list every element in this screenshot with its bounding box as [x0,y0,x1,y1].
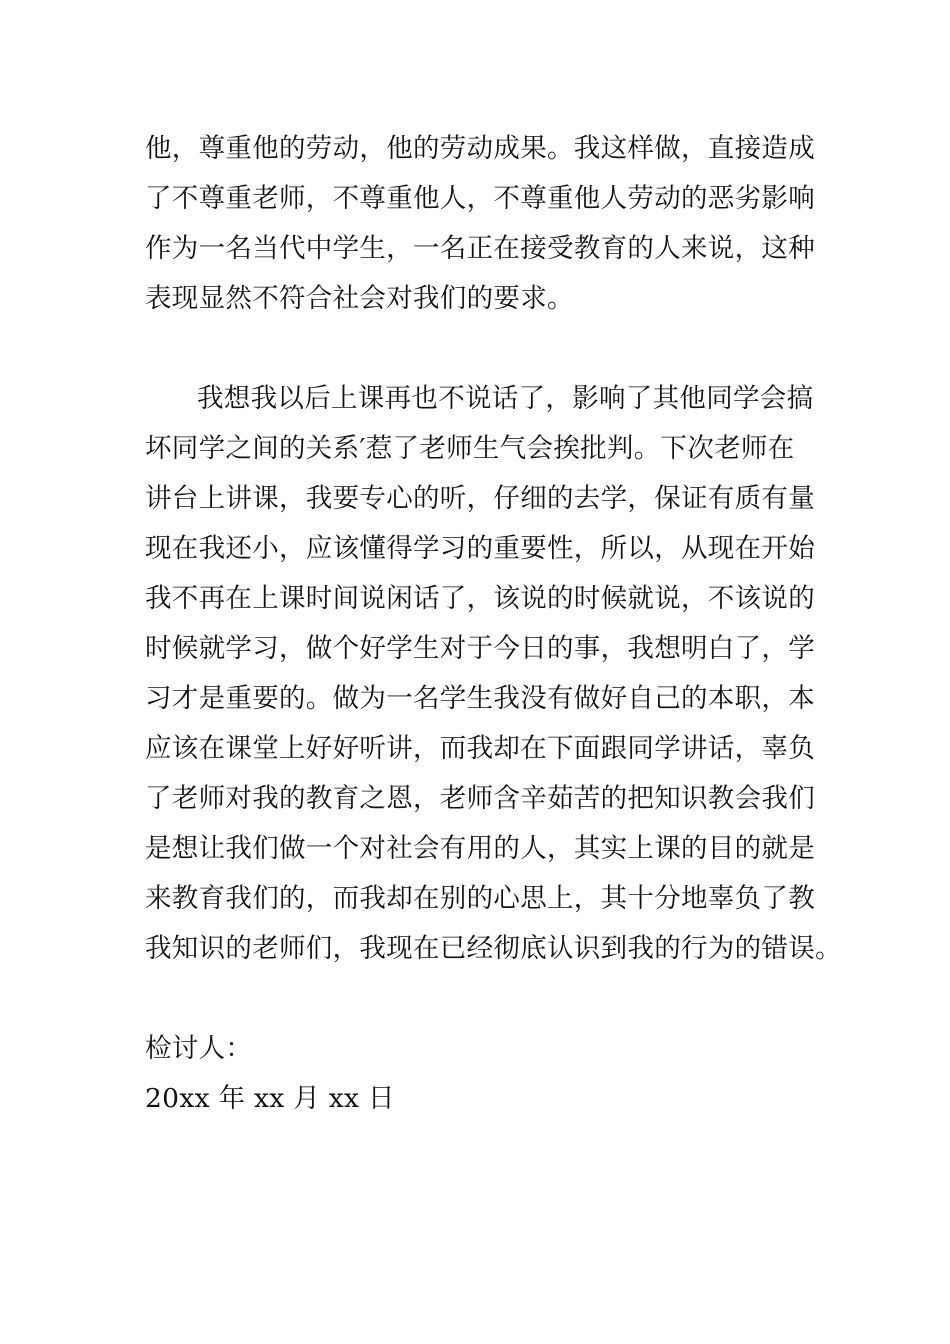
text-line: 我不再在上课时间说闲话了，该说的时候就说，不该说的 [145,583,815,614]
text-line: 他，尊重他的劳动，他的劳动成果。我这样做，直接造成 [145,133,815,164]
signature-date: 20xx 年 xx 月 xx 日 [145,1083,395,1114]
text-line: 时候就学习，做个好学生对于今日的事，我想明白了，学 [145,633,815,664]
text-line: 了老师对我的教育之恩，老师含辛茹苦的把知识教会我们 [145,783,815,814]
text-line: 坏同学之间的关系′惹了老师生气会挨批判。下次老师在 [145,433,795,464]
text-line: 来教育我们的，而我却在别的心思上，其十分地辜负了教 [145,883,815,914]
text-line: 作为一名当代中学生，一名正在接受教育的人来说，这种 [145,233,815,264]
text-line: 讲台上讲课，我要专心的听，仔细的去学，保证有质有量 [145,483,815,514]
text-line: 表现显然不符合社会对我们的要求。 [145,283,574,314]
signature-label: 检讨人： [145,1033,253,1064]
text-line: 了不尊重老师，不尊重他人，不尊重他人劳动的恶劣影响 [145,183,815,214]
text-line: 现在我还小，应该懂得学习的重要性，所以，从现在开始 [145,533,815,564]
text-line: 习才是重要的。做为一名学生我没有做好自己的本职，本 [145,683,815,714]
text-line: 应该在课堂上好好听讲，而我却在下面跟同学讲话，辜负 [145,733,815,764]
text-line: 我想我以后上课再也不说话了，影响了其他同学会搞 [197,383,814,414]
text-line: 是想让我们做一个对社会有用的人，其实上课的目的就是 [145,833,815,864]
text-line: 我知识的老师们，我现在已经彻底认识到我的行为的错误。 [145,933,842,964]
